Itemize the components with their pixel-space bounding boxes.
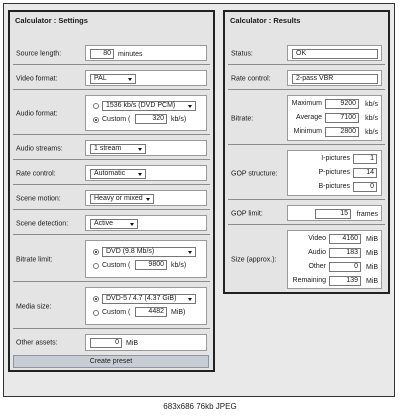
bitrate-limit-row: [13, 238, 210, 282]
video-format-select[interactable]: [90, 74, 136, 84]
audio-format-preset-value: 1536 kb/s (DVD PCM): [106, 102, 176, 109]
bitrate-limit-label: Bitrate limit:: [16, 256, 53, 263]
size-video-unit: MiB: [365, 236, 378, 243]
audio-format-preset-radio[interactable]: [93, 103, 99, 109]
gop-limit-label: GOP limit:: [231, 210, 263, 217]
scene-detection-control: [85, 215, 207, 231]
media-size-preset-value: DVD-5 / 4.7 (4.37 GiB): [106, 295, 177, 302]
size-audio-label: Audio: [308, 249, 326, 256]
status-row: [228, 43, 385, 65]
audio-format-custom-radio[interactable]: [93, 117, 99, 123]
size-remaining-unit: MiB: [365, 278, 378, 285]
other-assets-label: Other assets:: [16, 339, 58, 347]
bitrate-row: [228, 93, 385, 145]
audio-format-label: Audio format:: [16, 110, 58, 117]
scene-motion-value: Heavy or mixed: [94, 195, 143, 202]
size-other-value: 0: [329, 262, 361, 272]
bitrate-max-label: Maximum: [291, 100, 322, 107]
bitrate-avg-value: 7100: [325, 113, 359, 123]
result-rate-control-row: [228, 68, 385, 90]
other-assets-row: [13, 332, 210, 354]
bitrate-min-unit: kb/s: [365, 129, 378, 136]
gop-structure-row: [228, 148, 385, 200]
result-rate-control-value: 2-pass VBR: [292, 74, 378, 84]
chevron-down-icon: [138, 148, 142, 151]
gop-p-label: P-pictures: [318, 169, 350, 176]
gop-limit-row: [228, 203, 385, 225]
bitrate-min-value: 2800: [325, 127, 359, 137]
audio-format-row: [13, 93, 210, 135]
app-frame: [3, 3, 395, 397]
source-length-row: [13, 43, 210, 65]
size-other-unit: MiB: [365, 264, 378, 271]
chevron-down-icon: [128, 78, 132, 81]
bitrate-limit-preset-radio[interactable]: [93, 249, 99, 255]
media-size-row: [13, 285, 210, 329]
chevron-down-icon: [130, 223, 134, 226]
settings-panel: [8, 10, 215, 372]
source-length-label: Source length:: [16, 50, 62, 57]
gop-structure-label: GOP structure:: [231, 170, 278, 177]
source-length-input[interactable]: 80: [90, 49, 114, 59]
media-size-custom-label: Custom (: [102, 309, 131, 316]
source-length-control: [85, 45, 207, 61]
rate-control-control: [85, 165, 207, 181]
audio-streams-row: [13, 138, 210, 160]
audio-streams-label: Audio streams:: [16, 145, 63, 152]
scene-motion-label: Scene motion:: [16, 195, 61, 202]
bitrate-max-unit: kb/s: [365, 101, 378, 108]
scene-detection-row: [13, 213, 210, 235]
image-info-caption: 683x686 76kb JPEG: [0, 397, 400, 417]
other-assets-unit: MiB: [126, 340, 139, 347]
size-remaining-value: 139: [329, 276, 361, 286]
settings-title: Calculator : Settings: [15, 16, 88, 25]
video-format-control: [85, 70, 207, 86]
video-format-value: PAL: [94, 75, 107, 82]
size-control: [287, 230, 382, 289]
audio-format-control: [85, 95, 207, 131]
audio-format-custom-unit: kb/s): [171, 116, 187, 123]
bitrate-min-label: Minimum: [293, 128, 322, 135]
bitrate-label: Bitrate:: [231, 115, 254, 122]
size-audio-unit: MiB: [365, 250, 378, 257]
bitrate-limit-preset-value: DVD (9.8 Mb/s): [106, 248, 155, 255]
audio-streams-value: 1 stream: [94, 145, 122, 152]
scene-detection-label: Scene detection:: [16, 220, 69, 227]
chevron-down-icon: [138, 173, 142, 176]
size-row: [228, 228, 385, 292]
status-label: Status:: [231, 50, 253, 57]
bitrate-limit-preset-select[interactable]: [102, 247, 196, 257]
media-size-custom-input[interactable]: 4482: [135, 307, 167, 317]
media-size-control: [85, 287, 207, 325]
other-assets-control: [85, 334, 207, 351]
size-label: Size (approx.):: [231, 256, 277, 264]
media-size-preset-select[interactable]: [102, 294, 196, 304]
media-size-preset-radio[interactable]: [93, 296, 99, 302]
rate-control-value: Automatic: [94, 170, 126, 177]
size-other-label: Other: [308, 263, 326, 270]
bitrate-limit-custom-radio[interactable]: [93, 263, 99, 269]
size-audio-value: 183: [329, 248, 361, 258]
bitrate-limit-custom-input[interactable]: 9800: [135, 260, 167, 270]
rate-control-select[interactable]: [90, 169, 146, 179]
source-length-unit: minutes: [118, 51, 143, 58]
bitrate-avg-label: Average: [296, 114, 322, 121]
results-title: Calculator : Results: [230, 16, 301, 25]
create-preset-button[interactable]: Create preset: [13, 355, 209, 368]
gop-i-label: I-pictures: [321, 155, 350, 162]
gop-limit-unit: frames: [356, 211, 378, 218]
media-size-custom-unit: MiB): [171, 309, 186, 316]
chevron-down-icon: [188, 251, 192, 254]
media-size-label: Media size:: [16, 303, 52, 310]
bitrate-limit-control: [85, 240, 207, 278]
size-video-label: Video: [308, 235, 326, 242]
scene-motion-select[interactable]: [90, 194, 154, 204]
status-control: [287, 45, 382, 61]
video-format-label: Video format:: [16, 75, 58, 82]
media-size-custom-radio[interactable]: [93, 310, 99, 316]
scene-detection-select[interactable]: [90, 219, 138, 229]
rate-control-label: Rate control:: [16, 170, 56, 177]
bitrate-limit-custom-unit: kb/s): [171, 262, 187, 269]
gop-structure-control: [287, 150, 382, 196]
audio-format-custom-input[interactable]: 320: [135, 114, 167, 124]
audio-format-custom-label: Custom (: [102, 116, 131, 123]
chevron-down-icon: [146, 198, 150, 201]
bitrate-max-value: 9200: [325, 99, 359, 109]
chevron-down-icon: [188, 298, 192, 301]
gop-b-value: 0: [353, 182, 377, 192]
scene-detection-value: Active: [94, 220, 114, 227]
status-value: OK: [292, 49, 378, 59]
gop-p-value: 14: [353, 168, 377, 178]
bitrate-control: [287, 95, 382, 141]
video-format-row: [13, 68, 210, 90]
audio-streams-control: [85, 140, 207, 156]
gop-b-label: B-pictures: [318, 183, 350, 190]
audio-format-preset-select[interactable]: [102, 101, 196, 111]
scene-motion-control: [85, 190, 207, 206]
results-panel: [223, 10, 390, 294]
bitrate-limit-custom-label: Custom (: [102, 262, 131, 269]
gop-i-value: 1: [353, 154, 377, 164]
scene-motion-row: [13, 188, 210, 210]
audio-streams-select[interactable]: [90, 144, 146, 154]
gop-limit-value: 15: [315, 209, 351, 219]
other-assets-input[interactable]: 0: [90, 338, 122, 348]
gop-limit-control: [287, 205, 382, 221]
chevron-down-icon: [188, 105, 192, 108]
result-rate-control-label: Rate control:: [231, 75, 271, 82]
result-rate-control-control: [287, 70, 382, 86]
size-remaining-label: Remaining: [292, 277, 326, 284]
bitrate-avg-unit: kb/s: [365, 115, 378, 122]
rate-control-row: [13, 163, 210, 185]
size-video-value: 4160: [329, 234, 361, 244]
